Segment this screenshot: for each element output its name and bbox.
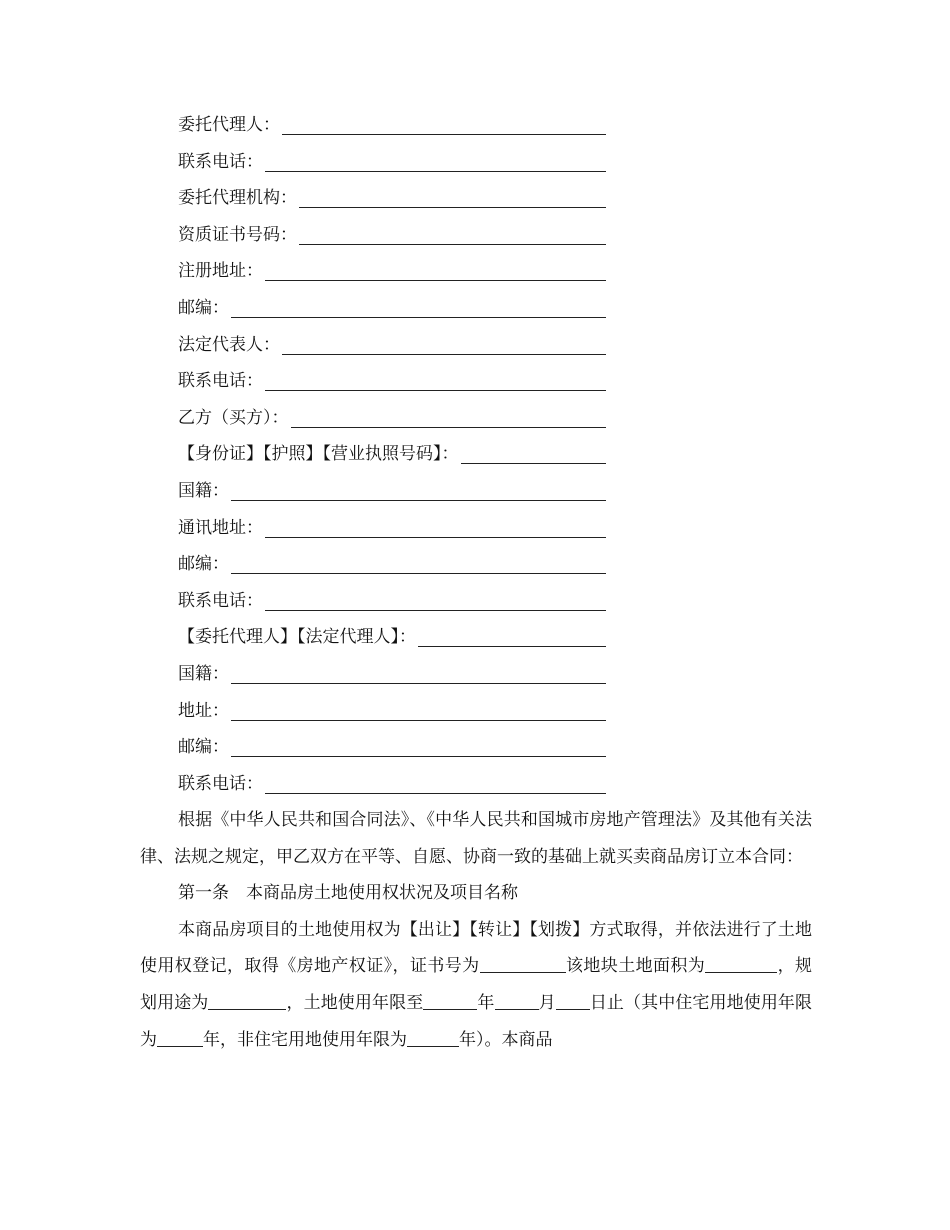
field-label: 联系电话： [178,151,263,172]
field-label: 邮编： [178,737,229,758]
blank-line[interactable] [265,151,606,172]
field-row [178,553,606,590]
blank-line[interactable] [265,773,606,794]
text-segment: ，规划用途为 [140,956,813,1013]
field-label: 通讯地址： [178,517,263,538]
party-info-fields [0,114,950,809]
field-label: 联系电话： [178,371,263,392]
field-label: 地址： [178,700,229,721]
text-segment: 年 [477,992,495,1013]
field-row [178,626,606,663]
blank-line[interactable] [282,114,606,135]
blank-line[interactable] [461,443,607,464]
text-segment: ，土地使用年限至 [286,992,424,1013]
field-label: 邮编： [178,554,229,575]
field-row [178,480,606,517]
blank-line[interactable] [231,700,606,721]
field-row [178,736,606,773]
blank-line[interactable] [231,736,606,757]
certificate-number-blank[interactable] [480,952,566,973]
field-row [178,663,606,700]
blank-line[interactable] [231,663,606,684]
text-segment: 该地块土地面积为 [565,956,706,977]
blank-line[interactable] [265,260,606,281]
contract-body [140,802,812,1058]
field-label: 委托代理机构： [178,188,297,209]
blank-line[interactable] [265,517,606,538]
text-segment: 日止（其中住宅用地使用年限为 [140,992,813,1050]
text-segment: 年，非住宅用地使用年限为 [203,1029,407,1050]
field-label: 【身份证】【护照】【营业执照号码】： [178,444,459,465]
non-residential-term-blank[interactable] [407,1026,459,1047]
field-label: 联系电话： [178,590,263,611]
field-label: 【委托代理人】【法定代理人】： [178,627,416,648]
field-row [178,297,606,334]
article-1-paragraph [140,912,812,1058]
field-row [178,443,606,480]
field-row [178,407,606,444]
field-label: 乙方（买方）： [178,407,289,428]
field-row [178,334,606,371]
blank-line[interactable] [231,553,606,574]
field-label: 国籍： [178,480,229,501]
field-row [178,370,606,407]
blank-line[interactable] [299,224,606,245]
term-day-blank[interactable] [556,989,590,1010]
field-label: 邮编： [178,297,229,318]
preamble-paragraph: 根据《中华人民共和国合同法》、《中华人民共和国城市房地产管理法》及其他有关法律、法规之规定，甲乙双方在平等、自愿、协商一致的基础上就买卖商品房订立本合同： [140,810,812,867]
blank-line[interactable] [265,590,606,611]
blank-line[interactable] [265,370,606,391]
blank-line[interactable] [291,407,607,428]
blank-line[interactable] [299,187,606,208]
field-label: 联系电话： [178,773,263,794]
residential-term-blank[interactable] [157,1026,203,1047]
field-label: 资质证书号码： [178,224,297,245]
field-label: 委托代理人： [178,115,280,135]
text-segment: 年）。本商品 [459,1029,553,1050]
field-row [178,114,606,151]
field-label: 注册地址： [178,261,263,282]
blank-line[interactable] [418,626,606,647]
term-month-blank[interactable] [495,989,539,1010]
planned-use-blank[interactable] [208,989,286,1010]
blank-line[interactable] [231,297,606,318]
field-row [178,260,606,297]
text-segment: 本商品房项目的土地使用权为【出让】【转让】【划拨】方式取得，并依法进行了土地使用权登记，取得《房地产权证》，证书号为 [140,919,812,977]
text-segment: 月 [538,992,556,1013]
field-row [178,700,606,737]
land-area-blank[interactable] [705,952,777,973]
field-label: 国籍： [178,663,229,684]
term-year-blank[interactable] [423,989,477,1010]
field-label: 法定代表人： [178,334,280,355]
field-row [178,151,606,188]
field-row [178,517,606,554]
field-row [178,187,606,224]
field-row [178,224,606,261]
blank-line[interactable] [231,480,606,501]
field-row [178,590,606,627]
blank-line[interactable] [282,334,606,355]
article-1-title: 第一条 本商品房土地使用权状况及项目名称 [178,883,518,904]
